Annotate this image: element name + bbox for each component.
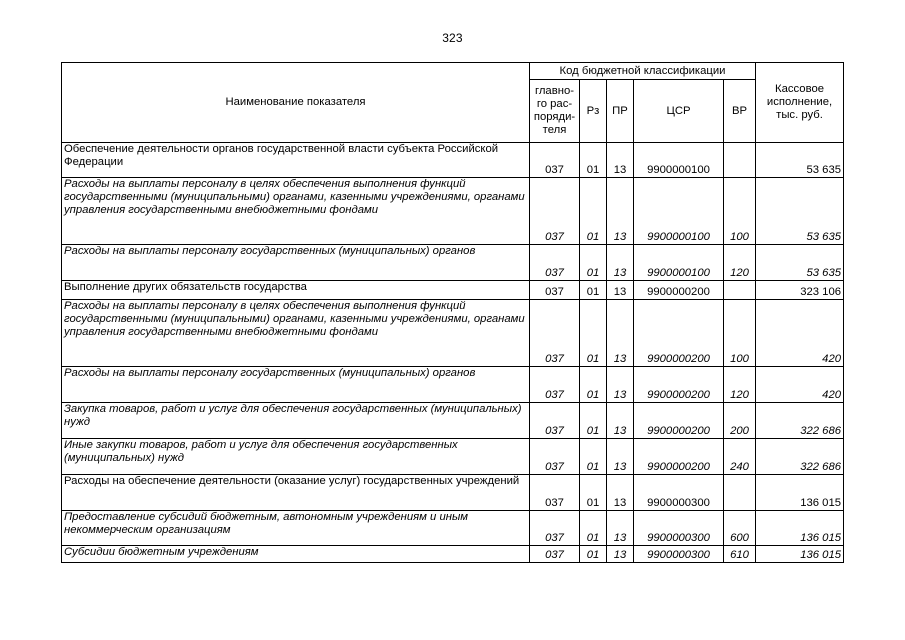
row-grbs: 037 [530, 511, 580, 546]
row-csr: 9900000200 [634, 367, 724, 403]
table-header [62, 63, 844, 143]
row-name: Закупка товаров, работ и услуг для обеспечения государственных (муниципальных) нужд [62, 403, 530, 439]
row-csr: 9900000300 [634, 475, 724, 511]
row-grbs: 037 [530, 281, 580, 300]
header-grbs: главно-го рас-поряди-теля [530, 80, 580, 143]
row-sum: 420 [756, 300, 844, 367]
table-row [62, 281, 844, 300]
table-row [62, 475, 844, 511]
header-rz: Рз [580, 80, 607, 143]
row-csr: 9900000100 [634, 178, 724, 245]
table-row [62, 245, 844, 281]
row-name: Расходы на выплаты персоналу государственных (муниципальных) органов [62, 367, 530, 403]
table-row [62, 300, 844, 367]
header-csr: ЦСР [634, 80, 724, 143]
row-rz: 01 [580, 475, 607, 511]
row-csr: 9900000200 [634, 403, 724, 439]
row-pr: 13 [607, 367, 634, 403]
row-rz: 01 [580, 178, 607, 245]
row-csr: 9900000200 [634, 281, 724, 300]
header-cash-execution: Кассовое исполнение, тыс. руб. [756, 63, 844, 143]
row-vr: 120 [724, 245, 756, 281]
row-csr: 9900000200 [634, 300, 724, 367]
row-rz: 01 [580, 300, 607, 367]
row-name: Расходы на выплаты персоналу в целях обеспечения выполнения функций государственными (муниципальными) органами, казенными учреждениями, органами управления государственными внебюджетными фондами [62, 178, 530, 245]
row-csr: 9900000100 [634, 245, 724, 281]
table-row [62, 143, 844, 178]
row-csr: 9900000300 [634, 546, 724, 563]
row-name: Расходы на выплаты персоналу в целях обеспечения выполнения функций государственными (муниципальными) органами, казенными учреждениями, органами управления государственными внебюджетными фондами [62, 300, 530, 367]
row-name: Расходы на обеспечение деятельности (оказание услуг) государственных учреждений [62, 475, 530, 511]
row-sum: 136 015 [756, 511, 844, 546]
row-csr: 9900000100 [634, 143, 724, 178]
table-row [62, 403, 844, 439]
row-vr [724, 143, 756, 178]
row-sum: 136 015 [756, 475, 844, 511]
row-vr: 200 [724, 403, 756, 439]
row-sum: 53 635 [756, 245, 844, 281]
row-pr: 13 [607, 281, 634, 300]
row-rz: 01 [580, 367, 607, 403]
row-pr: 13 [607, 439, 634, 475]
row-name: Иные закупки товаров, работ и услуг для обеспечения государственных (муниципальных) нужд [62, 439, 530, 475]
row-name: Предоставление субсидий бюджетным, автономным учреждениям и иным некоммерческим организациям [62, 511, 530, 546]
row-grbs: 037 [530, 143, 580, 178]
page-number: 323 [442, 31, 463, 45]
row-vr: 610 [724, 546, 756, 563]
row-csr: 9900000200 [634, 439, 724, 475]
row-vr [724, 281, 756, 300]
row-pr: 13 [607, 475, 634, 511]
row-rz: 01 [580, 143, 607, 178]
header-code-group: Код бюджетной классификации [530, 63, 756, 80]
row-sum: 322 686 [756, 403, 844, 439]
row-sum: 53 635 [756, 143, 844, 178]
header-vr: ВР [724, 80, 756, 143]
row-vr: 100 [724, 178, 756, 245]
row-grbs: 037 [530, 245, 580, 281]
row-sum: 136 015 [756, 546, 844, 563]
row-vr: 100 [724, 300, 756, 367]
row-name: Обеспечение деятельности органов государственной власти субъекта Российской Федерации [62, 143, 530, 178]
row-vr [724, 475, 756, 511]
row-name: Выполнение других обязательств государства [62, 281, 530, 300]
table-row [62, 546, 844, 563]
row-pr: 13 [607, 300, 634, 367]
row-grbs: 037 [530, 367, 580, 403]
row-rz: 01 [580, 511, 607, 546]
table-row [62, 367, 844, 403]
row-rz: 01 [580, 281, 607, 300]
table-body [62, 143, 844, 563]
header-pr: ПР [607, 80, 634, 143]
row-vr: 600 [724, 511, 756, 546]
row-pr: 13 [607, 143, 634, 178]
row-pr: 13 [607, 546, 634, 563]
row-vr: 120 [724, 367, 756, 403]
row-rz: 01 [580, 245, 607, 281]
row-name: Субсидии бюджетным учреждениям [62, 546, 530, 563]
row-csr: 9900000300 [634, 511, 724, 546]
table-row [62, 439, 844, 475]
header-name: Наименование показателя [62, 63, 530, 143]
row-grbs: 037 [530, 546, 580, 563]
row-pr: 13 [607, 245, 634, 281]
row-grbs: 037 [530, 439, 580, 475]
row-rz: 01 [580, 439, 607, 475]
row-sum: 420 [756, 367, 844, 403]
row-sum: 53 635 [756, 178, 844, 245]
row-rz: 01 [580, 546, 607, 563]
table-row [62, 178, 844, 245]
row-grbs: 037 [530, 475, 580, 511]
row-grbs: 037 [530, 300, 580, 367]
row-sum: 322 686 [756, 439, 844, 475]
row-grbs: 037 [530, 403, 580, 439]
row-grbs: 037 [530, 178, 580, 245]
row-name: Расходы на выплаты персоналу государственных (муниципальных) органов [62, 245, 530, 281]
row-vr: 240 [724, 439, 756, 475]
budget-execution-table [61, 62, 844, 563]
row-rz: 01 [580, 403, 607, 439]
table-row [62, 511, 844, 546]
row-pr: 13 [607, 511, 634, 546]
row-pr: 13 [607, 403, 634, 439]
row-pr: 13 [607, 178, 634, 245]
row-sum: 323 106 [756, 281, 844, 300]
